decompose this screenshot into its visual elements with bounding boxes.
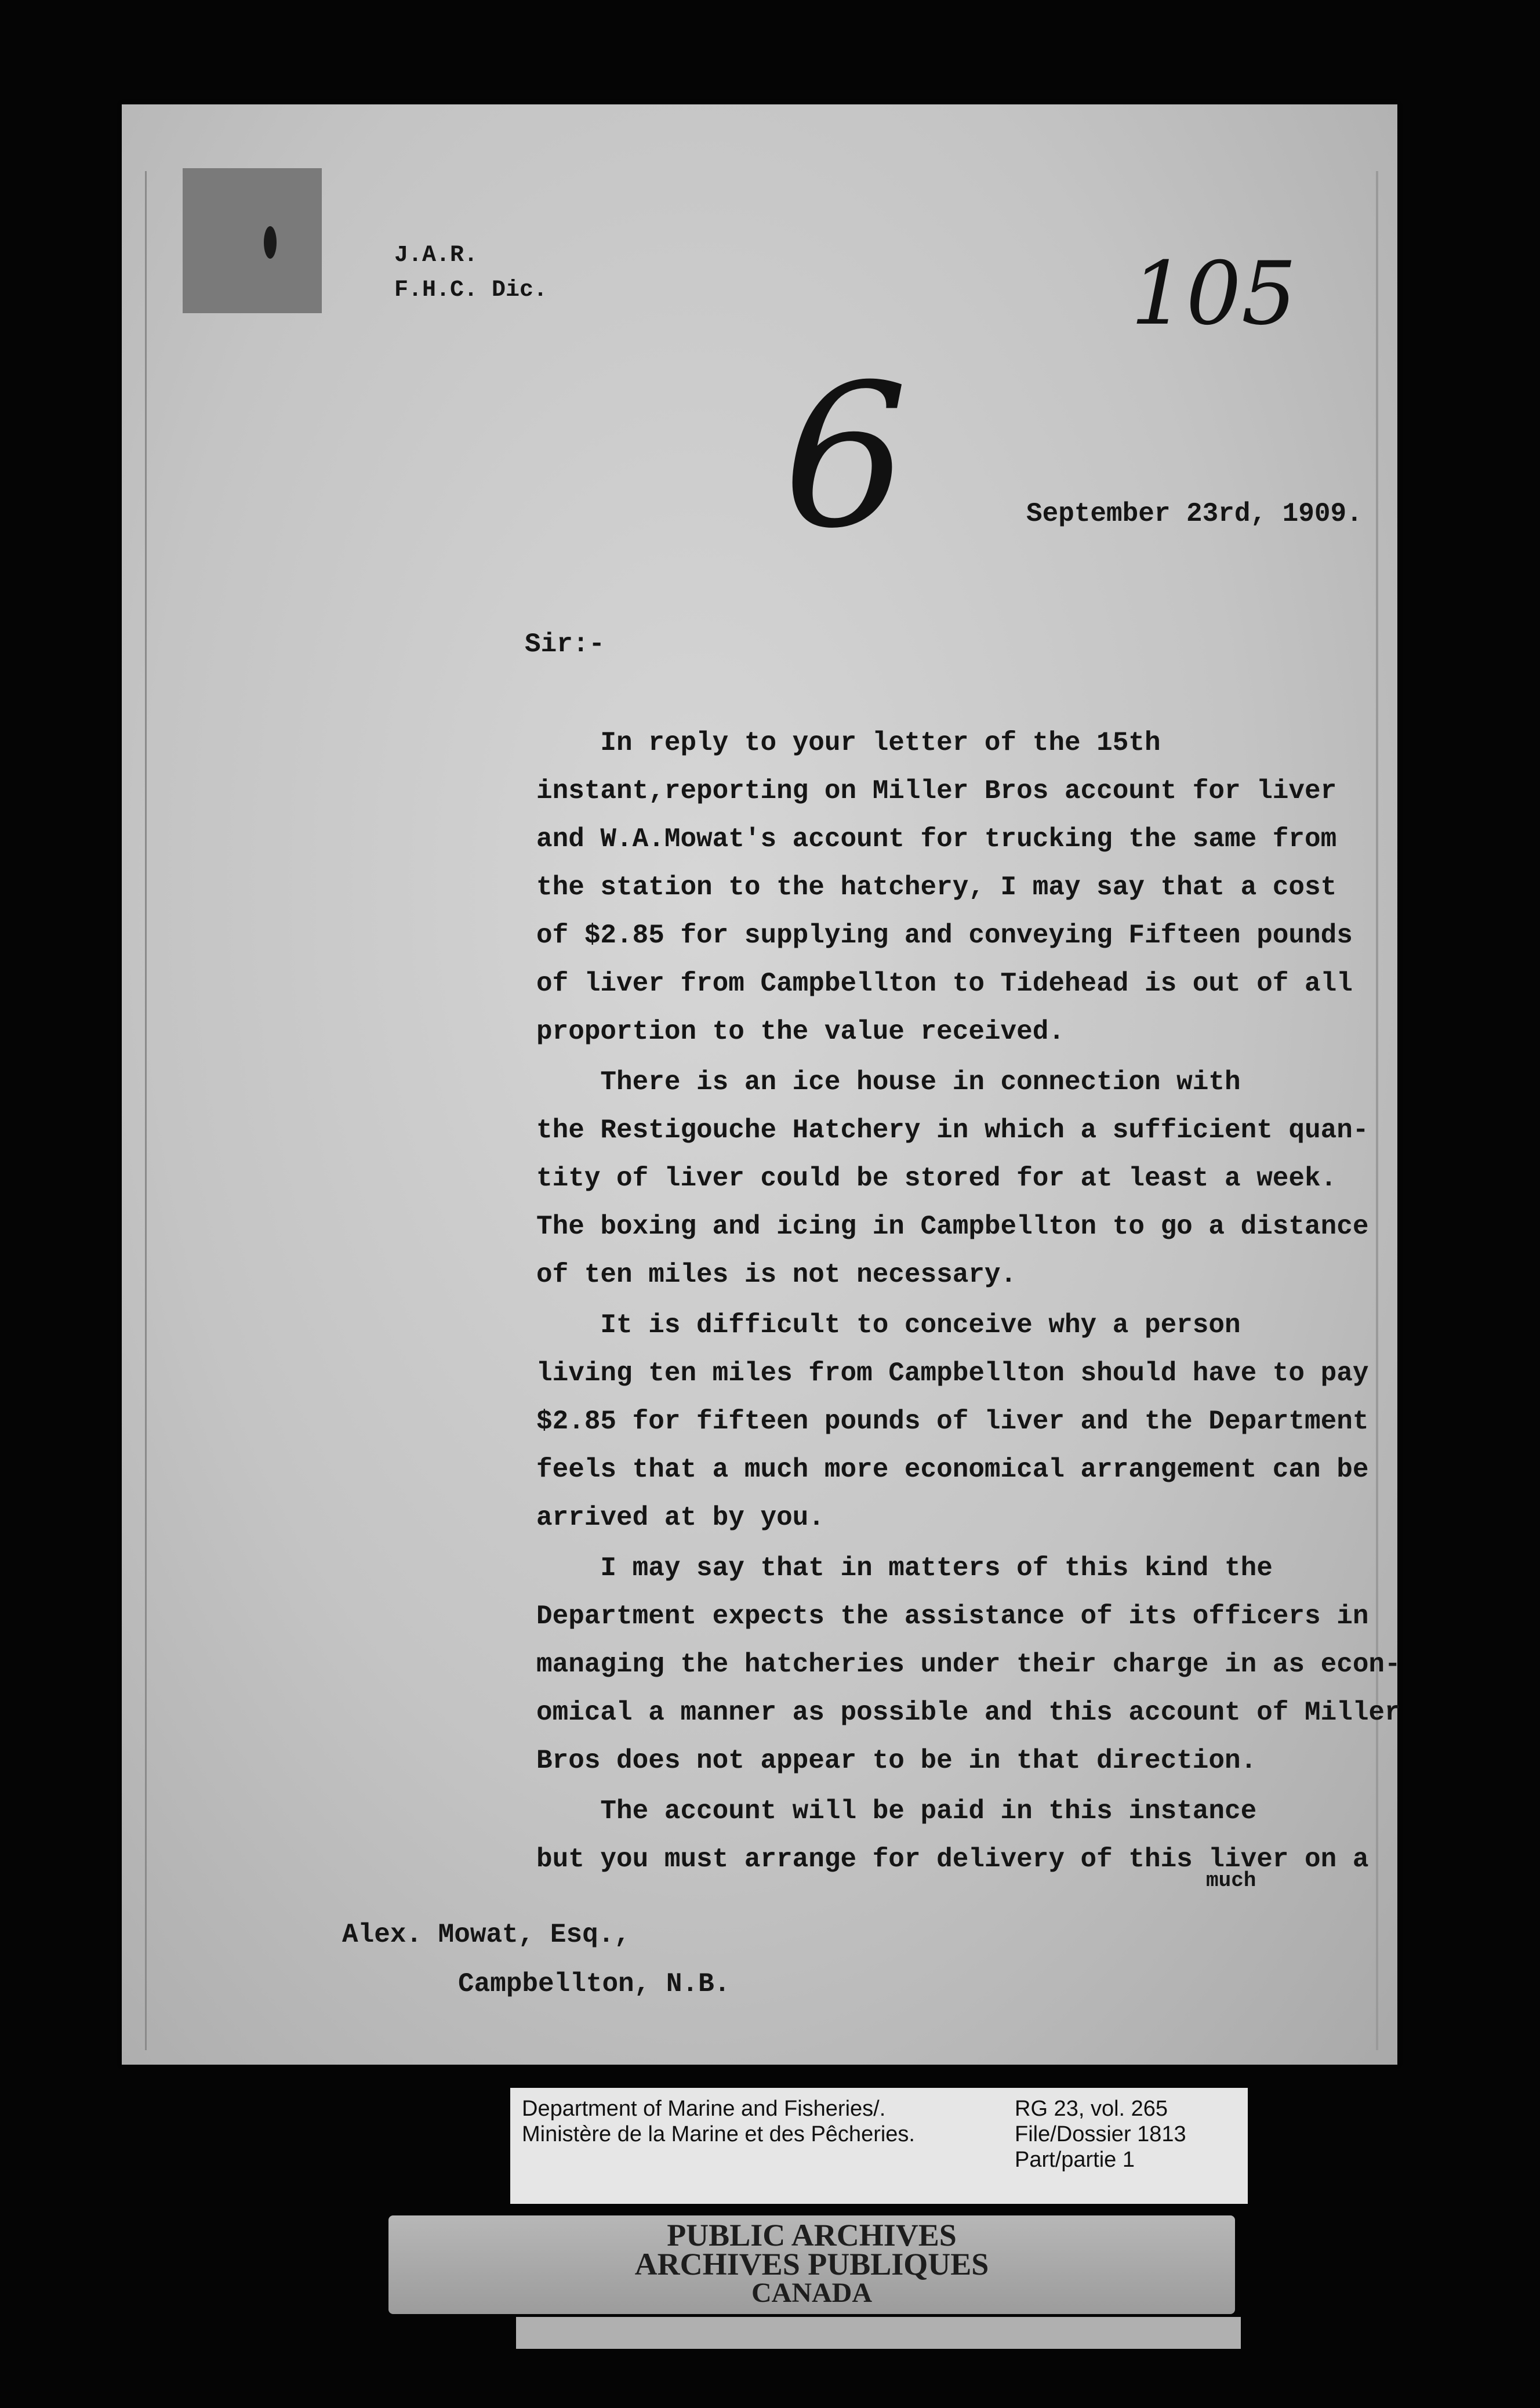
body-line: proportion to the value received. bbox=[536, 1017, 1065, 1047]
body-line: feels that a much more economical arrangement can be bbox=[536, 1455, 1369, 1485]
salutation: Sir:- bbox=[525, 629, 605, 659]
archives-stamp bbox=[388, 2215, 1235, 2314]
department-french: Ministère de la Marine et des Pêcheries. bbox=[522, 2122, 915, 2146]
stamp-line-3: CANADA bbox=[751, 2278, 872, 2308]
addressee-place: Campbellton, N.B. bbox=[458, 1969, 731, 1999]
archive-reference-label bbox=[510, 2088, 1248, 2204]
part-number: Part/partie 1 bbox=[1015, 2148, 1135, 2172]
body-line: I may say that in matters of this kind the bbox=[536, 1553, 1273, 1583]
stamp-strip bbox=[516, 2317, 1241, 2349]
body-line: of liver from Campbellton to Tidehead is out of all bbox=[536, 969, 1353, 999]
stamp-line-2: ARCHIVES PUBLIQUES bbox=[634, 2247, 989, 2282]
body-line: the station to the hatchery, I may say that a cost bbox=[536, 872, 1337, 902]
file-number: File/Dossier 1813 bbox=[1015, 2122, 1186, 2146]
body-line: managing the hatcheries under their charge in as econ- bbox=[536, 1649, 1401, 1680]
body-line: $2.85 for fifteen pounds of liver and the Department bbox=[536, 1406, 1369, 1437]
body-line: arrived at by you. bbox=[536, 1503, 825, 1533]
body-line: omical a manner as possible and this account of Miller bbox=[536, 1698, 1401, 1728]
folio-number: 105 bbox=[1131, 244, 1297, 344]
tab-hole-mark bbox=[264, 226, 277, 259]
body-line: In reply to your letter of the 15th bbox=[536, 728, 1161, 758]
body-line: There is an ice house in connection with bbox=[536, 1067, 1241, 1097]
body-line: Bros does not appear to be in that direction. bbox=[536, 1746, 1257, 1776]
body-line: It is difficult to conceive why a person bbox=[536, 1310, 1241, 1340]
initials-line-1: J.A.R. bbox=[394, 242, 478, 269]
body-line: of ten miles is not necessary. bbox=[536, 1260, 1017, 1290]
body-line: The account will be paid in this instance bbox=[536, 1796, 1257, 1826]
body-line: The boxing and icing in Campbellton to go a distance bbox=[536, 1212, 1369, 1242]
catchword: much bbox=[1206, 1869, 1256, 1892]
department-english: Department of Marine and Fisheries/. bbox=[522, 2097, 886, 2121]
body-line: living ten miles from Campbellton should have to pay bbox=[536, 1358, 1369, 1388]
initials-line-2: F.H.C. Dic. bbox=[394, 277, 548, 303]
body-line: but you must arrange for delivery of this liver on a bbox=[536, 1844, 1369, 1874]
body-line: the Restigouche Hatchery in which a sufficient quan- bbox=[536, 1115, 1369, 1145]
file-tab bbox=[183, 168, 322, 313]
body-line: of $2.85 for supplying and conveying Fifteen pounds bbox=[536, 920, 1353, 951]
body-line: and W.A.Mowat's account for trucking the same from bbox=[536, 824, 1337, 854]
addressee-name: Alex. Mowat, Esq., bbox=[342, 1920, 630, 1950]
body-line: instant,reporting on Miller Bros account for liver bbox=[536, 776, 1337, 806]
body-line: Department expects the assistance of its officers in bbox=[536, 1601, 1369, 1631]
handwritten-number: 6 bbox=[783, 342, 909, 572]
stamp-line-1: PUBLIC ARCHIVES bbox=[667, 2218, 957, 2253]
letter-date: September 23rd, 1909. bbox=[1026, 499, 1363, 529]
record-group: RG 23, vol. 265 bbox=[1015, 2097, 1168, 2121]
body-line: tity of liver could be stored for at least a week. bbox=[536, 1163, 1337, 1194]
